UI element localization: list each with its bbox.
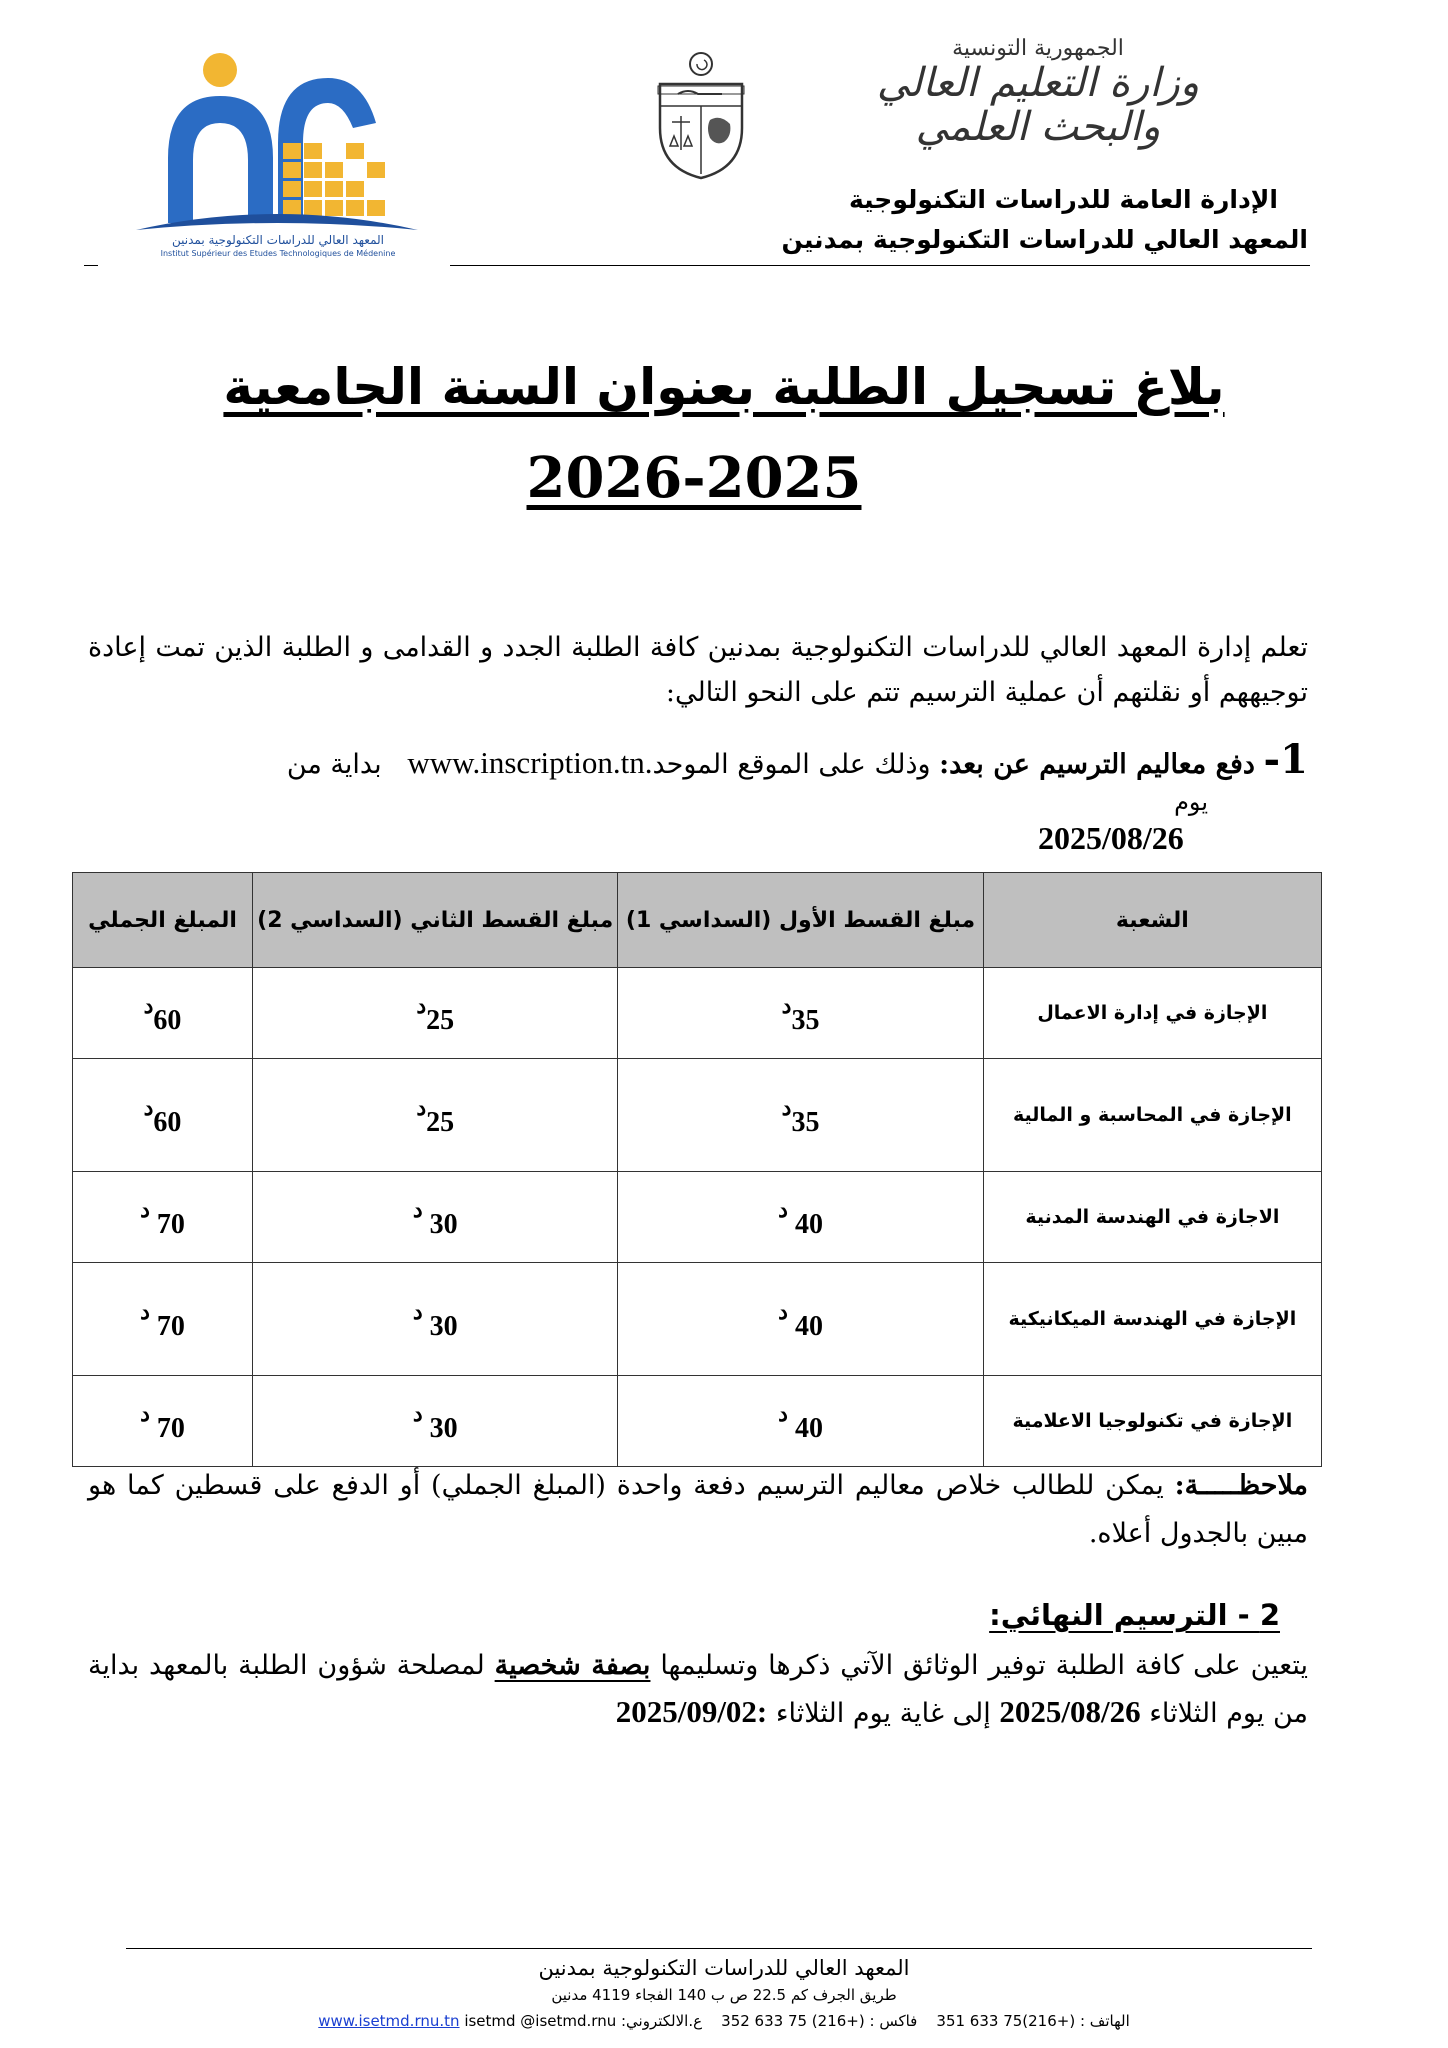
first-amount-cell xyxy=(618,1059,983,1172)
amount-value: 30 xyxy=(429,1311,458,1342)
email-label: ع.الالكتروني: xyxy=(621,2012,703,2030)
svg-text:Institut Supérieur des Etudes: Institut Supérieur des Etudes Technologiques de Médenine xyxy=(160,249,396,258)
currency-label: د xyxy=(781,993,792,1018)
header-total: المبلغ الجملي xyxy=(73,873,253,968)
footer-contact xyxy=(0,2012,1448,2030)
title-line1: بلاغ تسجيل الطلبة بعنوان السنة الجامعية xyxy=(223,358,1225,416)
ministry-name-line1: وزارة التعليم العالي xyxy=(876,60,1200,106)
total-amount-cell xyxy=(73,1376,253,1467)
second-amount-cell xyxy=(253,1263,618,1376)
document-title-year xyxy=(0,445,1388,511)
currency-label: د xyxy=(416,993,427,1018)
second-amount-cell xyxy=(253,1059,618,1172)
phone-number: 351 633 75(216+) xyxy=(936,2012,1076,2030)
note-text: يمكن للطالب خلاص معاليم الترسيم دفعة واحدة (المبلغ الجملي) أو الدفع على قسطين كما هو مبين بالجدول أعلاه. xyxy=(88,1470,1308,1549)
first-amount-cell xyxy=(618,1376,983,1467)
currency-label: د xyxy=(778,1401,788,1426)
footer-divider xyxy=(126,1948,1312,1949)
amount-value: 25 xyxy=(426,1107,455,1138)
amount-value: 35 xyxy=(791,1107,820,1138)
amount-value: 40 xyxy=(794,1311,823,1342)
currency-label: د xyxy=(781,1095,792,1120)
currency-label: د xyxy=(412,1299,423,1324)
title-year: 2026-2025 xyxy=(526,445,862,511)
step1-text: وذلك على الموقع الموحد xyxy=(652,749,931,780)
first-amount-cell xyxy=(618,1263,983,1376)
currency-label: د xyxy=(412,1197,423,1222)
currency-label: د xyxy=(143,993,154,1018)
header-second-installment: مبلغ القسط الثاني (السداسي 2) xyxy=(253,873,618,968)
header-divider-short xyxy=(84,265,98,266)
ministry-header xyxy=(808,36,1268,149)
currency-label: د xyxy=(778,1197,788,1222)
currency-label: د xyxy=(140,1197,150,1222)
step1-paragraph xyxy=(88,737,1308,787)
table-header-row xyxy=(73,873,1322,968)
step2-emphasis: بصفة شخصية xyxy=(494,1650,651,1681)
step2-heading: 2 - الترسيم النهائي: xyxy=(989,1598,1280,1632)
second-amount-cell xyxy=(253,1376,618,1467)
amount-value: 70 xyxy=(156,1209,185,1240)
website-link[interactable]: www.isetmd.rnu.tn xyxy=(318,2012,460,2030)
institute-logo-graphic xyxy=(128,48,428,258)
amount-value: 35 xyxy=(791,1005,820,1036)
table-row xyxy=(73,1059,1322,1172)
step1-label: دفع معاليم الترسيم عن بعد: xyxy=(939,749,1255,780)
fax-number: 352 633 75 (216+) xyxy=(721,2012,865,2030)
currency-label: د xyxy=(143,1095,154,1120)
document-title xyxy=(0,358,1448,416)
fax-label: فاكس : xyxy=(869,2012,918,2030)
institute-name: المعهد العالي للدراسات التكنولوجية بمدنين xyxy=(781,225,1308,254)
svg-text:المعهد العالي للدراسات التكنول: المعهد العالي للدراسات التكنولوجية بمدنين xyxy=(171,233,385,247)
branch-cell: الإجازة في إدارة الاعمال xyxy=(983,968,1321,1059)
second-amount-cell xyxy=(253,968,618,1059)
branch-cell: الاجازة في الهندسة المدنية xyxy=(983,1172,1321,1263)
amount-value: 60 xyxy=(153,1107,182,1138)
footer-institute: المعهد العالي للدراسات التكنولوجية بمدنين xyxy=(538,1956,910,1980)
step1-date-line xyxy=(908,788,1208,816)
currency-label: د xyxy=(140,1299,150,1324)
amount-value: 25 xyxy=(426,1005,455,1036)
total-amount-cell xyxy=(73,1172,253,1263)
coat-of-arms-icon xyxy=(648,50,754,182)
currency-label: د xyxy=(416,1095,427,1120)
ministry-name-line2: والبحث العلمي xyxy=(915,104,1161,150)
first-amount-cell xyxy=(618,968,983,1059)
total-amount-cell xyxy=(73,1263,253,1376)
step1-number: 1- xyxy=(1263,736,1308,783)
step1-from: بداية من xyxy=(286,749,382,780)
table-row xyxy=(73,1172,1322,1263)
step1-day-label: يوم xyxy=(1174,788,1208,816)
national-emblem xyxy=(648,50,754,182)
first-amount-cell xyxy=(618,1172,983,1263)
currency-label: د xyxy=(140,1401,150,1426)
email-address: isetmd @isetmd.rnu xyxy=(464,2012,617,2030)
amount-value: 60 xyxy=(153,1005,182,1036)
table-row xyxy=(73,1376,1322,1467)
step1-date: 2025/08/26 xyxy=(1038,820,1184,856)
header-divider xyxy=(450,265,1310,266)
table-row xyxy=(73,968,1322,1059)
step2-text-a: يتعين على كافة الطلبة توفير الوثائق الآتي ذكرها وتسليمها xyxy=(660,1650,1308,1681)
header-branch: الشعبة xyxy=(983,873,1321,968)
amount-value: 30 xyxy=(429,1413,458,1444)
footer-address: طريق الجرف كم 22.5 ص ب 140 الفجاء 4119 مدنين xyxy=(551,1986,897,2004)
step1-website-link[interactable]: www.inscription.tn. xyxy=(407,745,653,780)
amount-value: 40 xyxy=(794,1413,823,1444)
department-name: الإدارة العامة للدراسات التكنولوجية xyxy=(848,185,1278,214)
note-paragraph xyxy=(88,1462,1308,1558)
second-amount-cell xyxy=(253,1172,618,1263)
republic-label: الجمهورية التونسية xyxy=(952,36,1124,61)
total-amount-cell xyxy=(73,1059,253,1172)
total-amount-cell xyxy=(73,968,253,1059)
step2-date-from: 2025/08/26 xyxy=(999,1694,1141,1729)
currency-label: د xyxy=(412,1401,423,1426)
table-row xyxy=(73,1263,1322,1376)
amount-value: 70 xyxy=(156,1311,185,1342)
branch-cell: الإجازة في الهندسة الميكانيكية xyxy=(983,1263,1321,1376)
note-label: ملاحظـــــة: xyxy=(1174,1470,1309,1501)
step2-paragraph xyxy=(88,1643,1308,1737)
amount-value: 40 xyxy=(794,1209,823,1240)
amount-value: 70 xyxy=(156,1413,185,1444)
step2-text-b: لمصلحة شؤون الطلبة بالمعهد بداية من يوم الثلاثاء xyxy=(88,1650,1308,1729)
header-first-installment: مبلغ القسط الأول (السداسي 1) xyxy=(618,873,983,968)
step2-date-to: 2025/09/02: xyxy=(615,1694,768,1729)
phone-label: الهاتف : xyxy=(1079,2012,1130,2030)
branch-cell: الإجازة في المحاسبة و المالية xyxy=(983,1059,1321,1172)
institute-logo xyxy=(128,48,428,258)
amount-value: 30 xyxy=(429,1209,458,1240)
branch-cell: الإجازة في تكنولوجيا الاعلامية xyxy=(983,1376,1321,1467)
currency-label: د xyxy=(778,1299,788,1324)
intro-paragraph: تعلم إدارة المعهد العالي للدراسات التكنولوجية بمدنين كافة الطلبة الجدد و القدامى و الطلبة الذين تمت إعادة توجيههم أو نقلتهم أن عملية الترسيم تتم على النحو التالي: xyxy=(88,632,1308,708)
step2-text-c: إلى غاية يوم الثلاثاء xyxy=(775,1698,991,1729)
fees-table xyxy=(72,872,1322,1467)
